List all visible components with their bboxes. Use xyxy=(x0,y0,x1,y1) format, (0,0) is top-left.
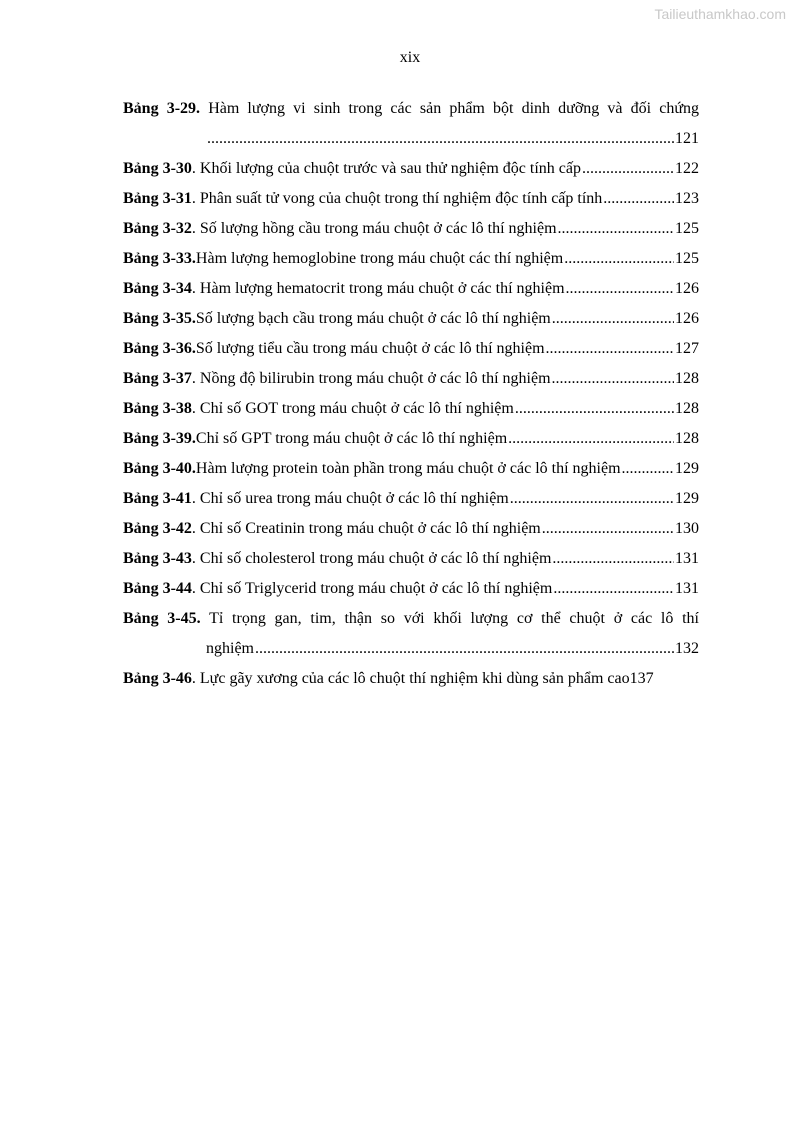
toc-entry-label: Bảng 3-32 xyxy=(123,220,192,237)
toc-entry-title: . Chỉ số cholesterol trong máu chuột ở các lô thí nghiệm xyxy=(191,550,552,567)
toc-entry-page: 128 xyxy=(675,430,699,447)
toc-entry-page: 128 xyxy=(675,370,699,387)
toc-entry-line xyxy=(123,544,699,574)
toc-entry-line xyxy=(123,154,699,184)
leader-dots xyxy=(207,124,674,154)
leader-dots xyxy=(552,544,674,574)
toc-entry-title: . Hàm lượng hematocrit trong máu chuột ở các thí nghiệm xyxy=(191,280,565,297)
toc-entry-title: . Chỉ số Triglycerid trong máu chuột ở các lô thí nghiệm xyxy=(191,580,553,597)
toc-entry-page: 129 xyxy=(675,490,699,507)
toc-entry-3-42[interactable] xyxy=(123,514,699,544)
toc-entry-page: 132 xyxy=(675,640,699,657)
toc-entry-page: 131 xyxy=(675,580,699,597)
toc-entry-label: Bảng 3-38 xyxy=(123,400,192,417)
toc-entry-title: Hàm lượng protein toàn phần trong máu chuột ở các lô thí nghiệm xyxy=(195,460,621,477)
toc-entry-label: Bảng 3-44 xyxy=(123,580,192,597)
leader-dots xyxy=(255,634,674,664)
toc-entry-title: . Chỉ số urea trong máu chuột ở các lô thí nghiệm xyxy=(191,490,509,507)
leader-dots xyxy=(552,304,674,334)
toc-entry-line xyxy=(123,274,699,304)
toc-entry-title: . Chỉ số Creatinin trong máu chuột ở các lô thí nghiệm xyxy=(191,520,541,537)
toc-entry-3-37[interactable] xyxy=(123,364,699,394)
toc-entry-line xyxy=(123,514,699,544)
toc-entry-line xyxy=(123,664,699,694)
toc-entry-title: Tỉ trọng gan, tim, thận so với khối lượng cơ thể chuột ở các lô thí xyxy=(209,610,699,627)
toc-entry-line xyxy=(123,424,699,454)
toc-entry-title: . Khối lượng của chuột trước và sau thử nghiệm độc tính cấp xyxy=(191,160,581,177)
toc-entry-page: 121 xyxy=(675,130,699,147)
leader-dots xyxy=(558,214,674,244)
toc-entry-page: 125 xyxy=(675,220,699,237)
toc-entry-label: Bảng 3-45. xyxy=(123,610,201,627)
leader-dots xyxy=(508,424,674,454)
toc-entry-3-39[interactable] xyxy=(123,424,699,454)
toc-entry-page: 137 xyxy=(629,670,654,687)
toc-entry-line xyxy=(123,244,699,274)
leader-dots xyxy=(542,514,674,544)
toc-entry-title: . Chỉ số GOT trong máu chuột ở các lô thí nghiệm xyxy=(191,400,514,417)
toc-entry-3-32[interactable] xyxy=(123,214,699,244)
leader-dots xyxy=(553,574,674,604)
leader-dots xyxy=(546,334,674,364)
toc-entry-3-38[interactable] xyxy=(123,394,699,424)
toc-entry-3-40[interactable] xyxy=(123,454,699,484)
toc-entry-page: 122 xyxy=(675,160,699,177)
toc-entry-page: 127 xyxy=(675,340,699,357)
toc-entry-label: Bảng 3-33. xyxy=(123,250,196,267)
toc-entry-page: 131 xyxy=(675,550,699,567)
table-list xyxy=(123,94,699,694)
leader-dots xyxy=(564,244,674,274)
leader-dots xyxy=(515,394,674,424)
page-number: xix xyxy=(399,49,421,66)
toc-entry-3-30[interactable] xyxy=(123,154,699,184)
toc-entry-3-33[interactable] xyxy=(123,244,699,274)
toc-entry-line xyxy=(123,454,699,484)
toc-entry-label: Bảng 3-36. xyxy=(123,340,196,357)
toc-entry-page: 130 xyxy=(675,520,699,537)
toc-entry-3-46[interactable] xyxy=(123,664,699,694)
leader-dots xyxy=(566,274,674,304)
toc-entry-title: . Số lượng hồng cầu trong máu chuột ở các lô thí nghiệm xyxy=(191,220,557,237)
toc-entry-page: 125 xyxy=(675,250,699,267)
toc-entry-line xyxy=(123,604,699,634)
toc-entry-page: 128 xyxy=(675,400,699,417)
toc-entry-label: Bảng 3-37 xyxy=(123,370,192,387)
toc-entry-3-34[interactable] xyxy=(123,274,699,304)
toc-entry-3-29[interactable] xyxy=(123,94,699,154)
toc-entry-line xyxy=(123,334,699,364)
toc-entry-line xyxy=(123,484,699,514)
toc-entry-title: Hàm lượng hemoglobine trong máu chuột các thí nghiệm xyxy=(195,250,564,267)
toc-entry-title-cont: nghiệm xyxy=(206,640,254,657)
toc-entry-label: Bảng 3-29. xyxy=(123,100,201,117)
toc-entry-line xyxy=(123,184,699,214)
toc-entry-label: Bảng 3-43 xyxy=(123,550,192,567)
toc-entry-page: 129 xyxy=(675,460,699,477)
leader-dots xyxy=(603,184,674,214)
toc-entry-line xyxy=(123,394,699,424)
toc-entry-label: Bảng 3-46 xyxy=(123,670,192,687)
leader-dots xyxy=(552,364,674,394)
toc-entry-label: Bảng 3-31 xyxy=(123,190,192,207)
toc-entry-page: 126 xyxy=(675,280,699,297)
toc-entry-page: 123 xyxy=(675,190,699,207)
toc-entry-label: Bảng 3-42 xyxy=(123,520,192,537)
toc-entry-line xyxy=(123,574,699,604)
toc-entry-title: Số lượng bạch cầu trong máu chuột ở các lô thí nghiệm xyxy=(195,310,551,327)
leader-dots xyxy=(622,454,674,484)
toc-entry-label: Bảng 3-30 xyxy=(123,160,192,177)
toc-entry-line xyxy=(123,124,699,154)
toc-entry-label: Bảng 3-39. xyxy=(123,430,196,447)
toc-entry-page: 126 xyxy=(675,310,699,327)
toc-entry-label: Bảng 3-34 xyxy=(123,280,192,297)
toc-entry-3-36[interactable] xyxy=(123,334,699,364)
toc-entry-line xyxy=(123,94,699,124)
toc-entry-3-43[interactable] xyxy=(123,544,699,574)
toc-entry-3-44[interactable] xyxy=(123,574,699,604)
toc-entry-line xyxy=(123,364,699,394)
toc-entry-3-41[interactable] xyxy=(123,484,699,514)
toc-entry-title: Số lượng tiểu cầu trong máu chuột ở các lô thí nghiệm xyxy=(195,340,545,357)
leader-dots xyxy=(510,484,674,514)
toc-entry-title: . Nồng độ bilirubin trong máu chuột ở các lô thí nghiệm xyxy=(191,370,551,387)
toc-entry-title: . Phân suất tử vong của chuột trong thí nghiệm độc tính cấp tính xyxy=(191,190,603,207)
toc-entry-line xyxy=(123,304,699,334)
toc-entry-line xyxy=(123,214,699,244)
toc-entry-title: . Lực gãy xương của các lô chuột thí nghiệm khi dùng sản phẩm cao xyxy=(191,670,630,687)
leader-dots xyxy=(582,154,674,184)
toc-entry-3-35[interactable] xyxy=(123,304,699,334)
toc-entry-label: Bảng 3-40. xyxy=(123,460,196,477)
watermark: Tailieuthamkhao.com xyxy=(654,6,786,22)
toc-entry-title: Chỉ số GPT trong máu chuột ở các lô thí nghiệm xyxy=(195,430,508,447)
toc-entry-line xyxy=(123,634,699,664)
toc-entry-3-45[interactable] xyxy=(123,604,699,664)
toc-entry-title: Hàm lượng vi sinh trong các sản phẩm bột dinh dưỡng và đối chứng xyxy=(208,100,700,117)
toc-entry-label: Bảng 3-35. xyxy=(123,310,196,327)
toc-entry-label: Bảng 3-41 xyxy=(123,490,192,507)
toc-entry-3-31[interactable] xyxy=(123,184,699,214)
